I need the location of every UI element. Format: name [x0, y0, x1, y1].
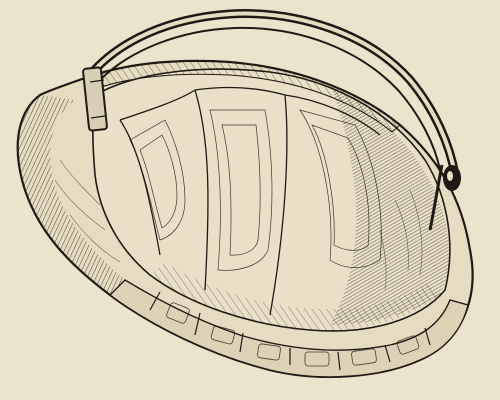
right-strap-rivet-highlight — [447, 171, 453, 181]
